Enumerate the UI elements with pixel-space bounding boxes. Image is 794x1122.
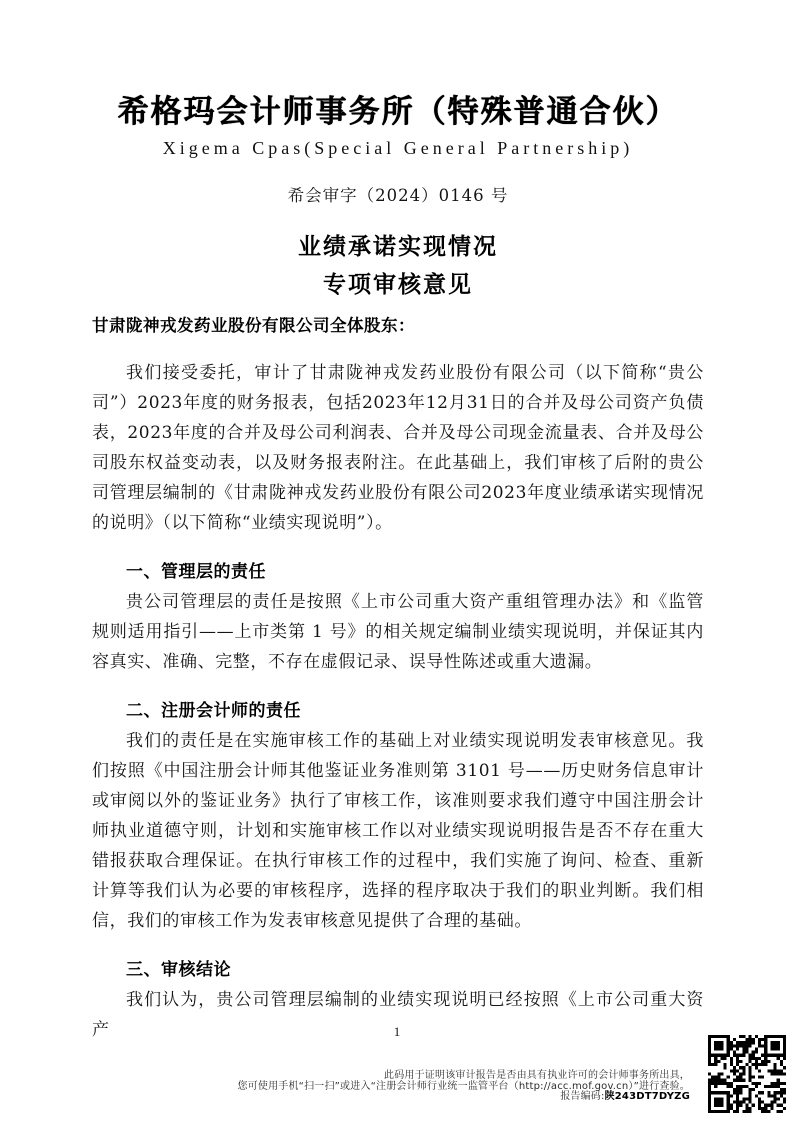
footer-verification-line2: 您可使用手机“扫一扫”或进入“注册会计师行业统一监管平台（http://acc.mof.gov.cn）”进行查验。 bbox=[237, 1080, 690, 1092]
document-number: 希会审字（2024）0146 号 bbox=[287, 186, 509, 205]
report-title-line1: 业绩承诺实现情况 bbox=[298, 234, 498, 260]
footer-report-code-line bbox=[90, 1092, 690, 1103]
section-paragraph-cpa-responsibility: 我们的责任是在实施审核工作的基础上对业绩实现说明发表审核意见。我们按照《中国注册会计师其他鉴证业务准则第 3101 号——历史财务信息审计或审阅以外的鉴证业务》执行了审核工作，该准则要求我们遵守中国注册会计师执业道德守则，计划和实施审核工作以对业绩实现说明报告是否不存在重大错报获取合理保证。在执行审核工作的过程中，我们实施了询问、检查、重新计算等我们认为必要的审核程序，选择的程序取决于我们的职业判断。我们相信，我们的审核工作为发表审核意见提供了合理的基础。 bbox=[92, 731, 704, 931]
section-paragraph-management-responsibility: 贵公司管理层的责任是按照《上市公司重大资产重组管理办法》和《监管规则适用指引——上市类第 1 号》的相关规定编制业绩实现说明，并保证其内容真实、准确、完整，不存在虚假记录、误导性陈述或重大遗漏。 bbox=[92, 592, 704, 672]
page-number: 1 bbox=[393, 1024, 401, 1039]
section-paragraph-audit-conclusion: 我们认为，贵公司管理层编制的业绩实现说明已经按照《上市公司重大资产 bbox=[92, 990, 704, 1040]
footer-verification-note bbox=[90, 1071, 690, 1103]
intro-paragraph: 我们接受委托，审计了甘肃陇神戎发药业股份有限公司（以下简称“贵公司”）2023年度的财务报表，包括2023年12月31日的合并及母公司资产负债表，2023年度的合并及母公司利润表、合并及母公司现金流量表、合并及母公司股东权益变动表，以及财务报表附注。在此基础上，我们审核了后附的贵公司管理层编制的《甘肃陇神戎发药业股份有限公司2023年度业绩承诺实现情况的说明》（以下简称“业绩实现说明”）。 bbox=[92, 363, 704, 533]
report-code-value: 陕243DT7DYZG bbox=[604, 1091, 690, 1103]
salutation: 甘肃陇神戎发药业股份有限公司全体股东： bbox=[92, 316, 415, 335]
section-heading-audit-conclusion: 三、审核结论 bbox=[126, 960, 231, 980]
firm-name-chinese: 希格玛会计师事务所（特殊普通合伙） bbox=[117, 94, 679, 130]
firm-name-english: Xigema Cpas(Special General Partnership) bbox=[162, 138, 634, 158]
report-title-line2: 专项审核意见 bbox=[323, 272, 473, 298]
report-title bbox=[92, 228, 704, 304]
qr-code-icon bbox=[707, 1034, 787, 1114]
section-heading-cpa-responsibility: 二、注册会计师的责任 bbox=[126, 701, 301, 721]
report-code-label: 报告编码: bbox=[560, 1091, 605, 1103]
footer-verification-line1: 此码用于证明该审计报告是否由具有执业许可的会计师事务所出具， bbox=[384, 1070, 690, 1081]
section-heading-management-responsibility: 一、管理层的责任 bbox=[126, 562, 266, 582]
